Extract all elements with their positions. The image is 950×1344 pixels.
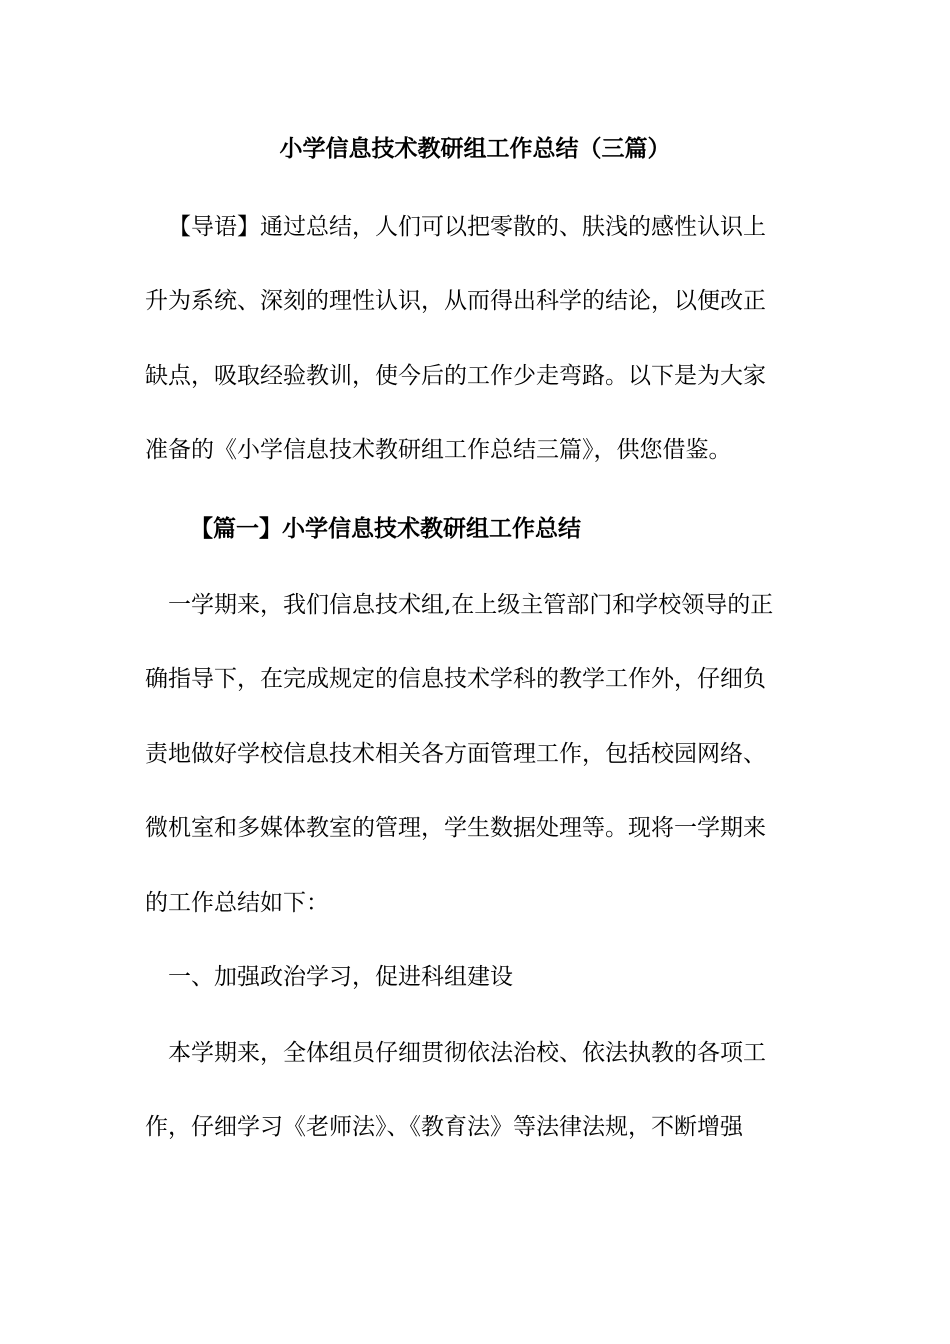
- subheading: 一、加强政治学习，促进科组建设: [168, 964, 513, 990]
- intro-line: 准备的《小学信息技术教研组工作总结三篇》，供您借鉴。: [145, 437, 732, 463]
- paragraph-line: 微机室和多媒体教室的管理，学生数据处理等。现将一学期来: [145, 815, 766, 841]
- paragraph-line: 本学期来，全体组员仔细贯彻依法治校、依法执教的各项工: [168, 1040, 766, 1066]
- intro-line: 【导语】通过总结，人们可以把零散的、肤浅的感性认识上: [168, 214, 766, 240]
- document-title: 小学信息技术教研组工作总结（三篇）: [279, 135, 671, 162]
- paragraph-line: 确指导下，在完成规定的信息技术学科的教学工作外，仔细负: [145, 666, 766, 692]
- paragraph-line: 一学期来，我们信息技术组,在上级主管部门和学校领导的正: [168, 592, 774, 618]
- paragraph-line: 的工作总结如下：: [145, 890, 329, 916]
- section-heading: 【篇一】小学信息技术教研组工作总结: [190, 515, 581, 542]
- paragraph-line: 作，仔细学习《老师法》、《教育法》等法律法规，不断增强: [145, 1114, 743, 1140]
- intro-line: 缺点，吸取经验教训，使今后的工作少走弯路。以下是为大家: [145, 363, 766, 389]
- intro-line: 升为系统、深刻的理性认识，从而得出科学的结论，以便改正: [145, 288, 766, 314]
- paragraph-line: 责地做好学校信息技术相关各方面管理工作，包括校园网络、: [145, 741, 766, 767]
